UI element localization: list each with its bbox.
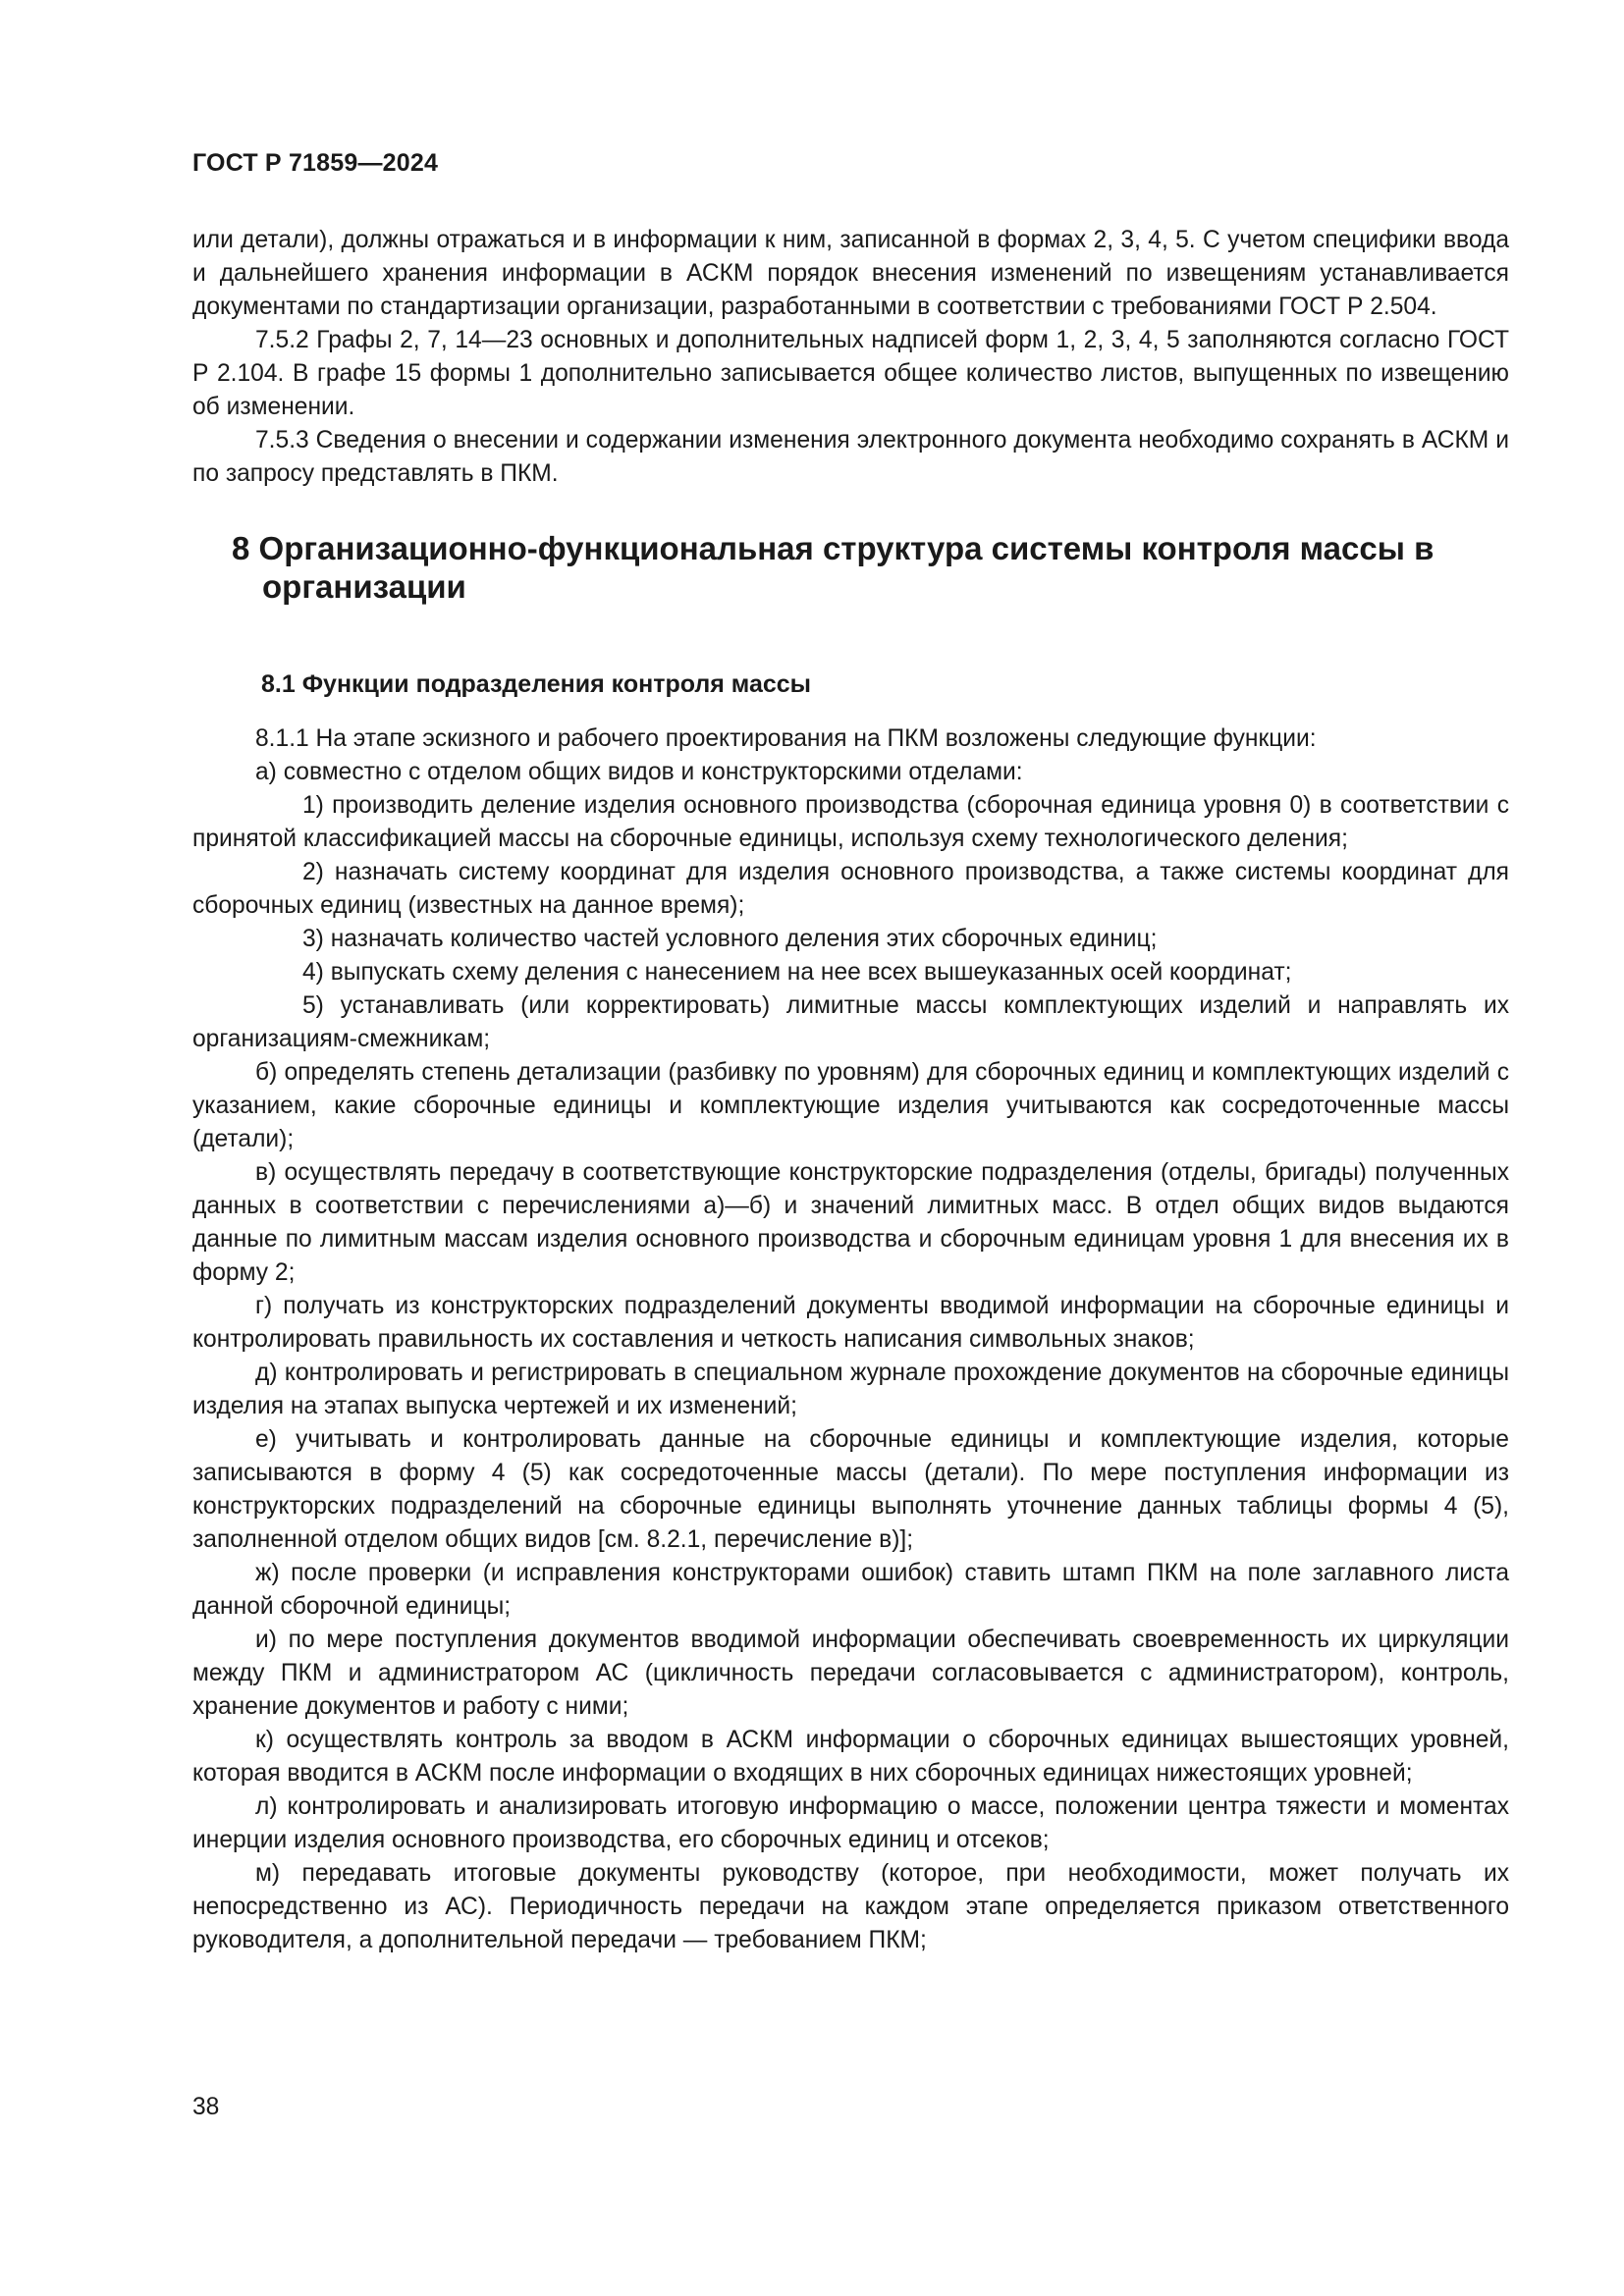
sub-item-3: 3) назначать количество частей условного деления этих сборочных единиц; bbox=[302, 926, 1158, 952]
paragraph-7-5-3: 7.5.3 Сведения о внесении и содержании изменения электронного документа необходимо сохранять в АСКМ и по запросу представлять в ПКМ. bbox=[192, 427, 1509, 487]
paragraph-7-5-2: 7.5.2 Графы 2, 7, 14—23 основных и дополнительных надписей форм 1, 2, 3, 4, 5 заполняются согласно ГОСТ Р 2.104. В графе 15 формы 1 дополнительно записывается общее количество листов, выпущенных по извещению об изменении. bbox=[192, 327, 1509, 420]
list-item-i: и) по мере поступления документов вводимой информации обеспечивать своевременность их циркуляции между ПКМ и администратором АС (цикличность передачи согласовывается с администратором), контроль, хранение документов и работу с ними; bbox=[192, 1627, 1509, 1720]
list-item-k: к) осуществлять контроль за вводом в АСКМ информации о сборочных единицах вышестоящих уровней, которая вводится в АСКМ после информации о входящих в них сборочных единицах нижестоящих уровней; bbox=[192, 1727, 1509, 1787]
sub-item-1: 1) производить деление изделия основного производства (сборочная единица уровня 0) в соответствии с принятой классификацией массы на сборочные единицы, используя схему технологического деления; bbox=[192, 792, 1509, 852]
page-body bbox=[192, 224, 1509, 1957]
list-item-v: в) осуществлять передачу в соответствующие конструкторские подразделения (отделы, бригады) полученных данных в соответствии с перечислениями а)—б) и значений лимитных масс. В отдел общих видов выдаются данные по лимитным массам изделия основного производства и сборочным единицам уровня 1 для внесения их в форму 2; bbox=[192, 1159, 1509, 1286]
list-item-a: а) совместно с отделом общих видов и конструкторскими отделами: bbox=[255, 759, 1023, 785]
list-item-l: л) контролировать и анализировать итоговую информацию о массе, положении центра тяжести и моментах инерции изделия основного производства, его сборочных единиц и отсеков; bbox=[192, 1793, 1509, 1853]
sub-item-5: 5) устанавливать (или корректировать) лимитные массы комплектующих изделий и направлять их организациям-смежникам; bbox=[192, 992, 1509, 1052]
page-number: 38 bbox=[192, 2094, 220, 2120]
sub-item-2: 2) назначать систему координат для изделия основного производства, а также системы координат для сборочных единиц (известных на данное время); bbox=[192, 859, 1509, 919]
list-item-m: м) передавать итоговые документы руководству (которое, при необходимости, может получать их непосредственно из АС). Периодичность передачи на каждом этапе определяется приказом ответственного руководителя, а дополнительной передачи — требованием ПКМ; bbox=[192, 1860, 1509, 1953]
page-header: ГОСТ Р 71859—2024 bbox=[192, 149, 439, 177]
section-title: 8 Организационно-функциональная структура системы контроля массы в организации bbox=[232, 530, 1435, 605]
paragraph-continuation: или детали), должны отражаться и в информации к ним, записанной в формах 2, 3, 4, 5. С учетом специфики ввода и дальнейшего хранения информации в АСКМ порядок внесения изменений по извещениям устанавливается документами по стандартизации организации, разработанными в соответствии с требованиями ГОСТ Р 2.504. bbox=[192, 227, 1509, 320]
clause-8-1-1: 8.1.1 На этапе эскизного и рабочего проектирования на ПКМ возложены следующие функции: bbox=[255, 725, 1317, 752]
list-item-zh: ж) после проверки (и исправления конструкторами ошибок) ставить штамп ПКМ на поле заглавного листа данной сборочной единицы; bbox=[192, 1560, 1509, 1620]
list-item-b: б) определять степень детализации (разбивку по уровням) для сборочных единиц и комплектующих изделий с указанием, какие сборочные единицы и комплектующие изделия учитываются как сосредоточенные массы (детали); bbox=[192, 1059, 1509, 1152]
list-item-d: д) контролировать и регистрировать в специальном журнале прохождение документов на сборочные единицы изделия на этапах выпуска чертежей и их изменений; bbox=[192, 1360, 1509, 1419]
subsection-title: 8.1 Функции подразделения контроля массы bbox=[261, 670, 812, 698]
sub-item-4: 4) выпускать схему деления с нанесением на нее всех вышеуказанных осей координат; bbox=[302, 959, 1292, 986]
list-item-e: е) учитывать и контролировать данные на сборочные единицы и комплектующие изделия, которые записываются в форму 4 (5) как сосредоточенные массы (детали). По мере поступления информации из конструкторских подразделений на сборочные единицы выполнять уточнение данных таблицы формы 4 (5), заполненной отделом общих видов [см. 8.2.1, перечисление в)]; bbox=[192, 1426, 1509, 1553]
list-item-g: г) получать из конструкторских подразделений документы вводимой информации на сборочные единицы и контролировать правильность их составления и четкость написания символьных знаков; bbox=[192, 1293, 1509, 1353]
